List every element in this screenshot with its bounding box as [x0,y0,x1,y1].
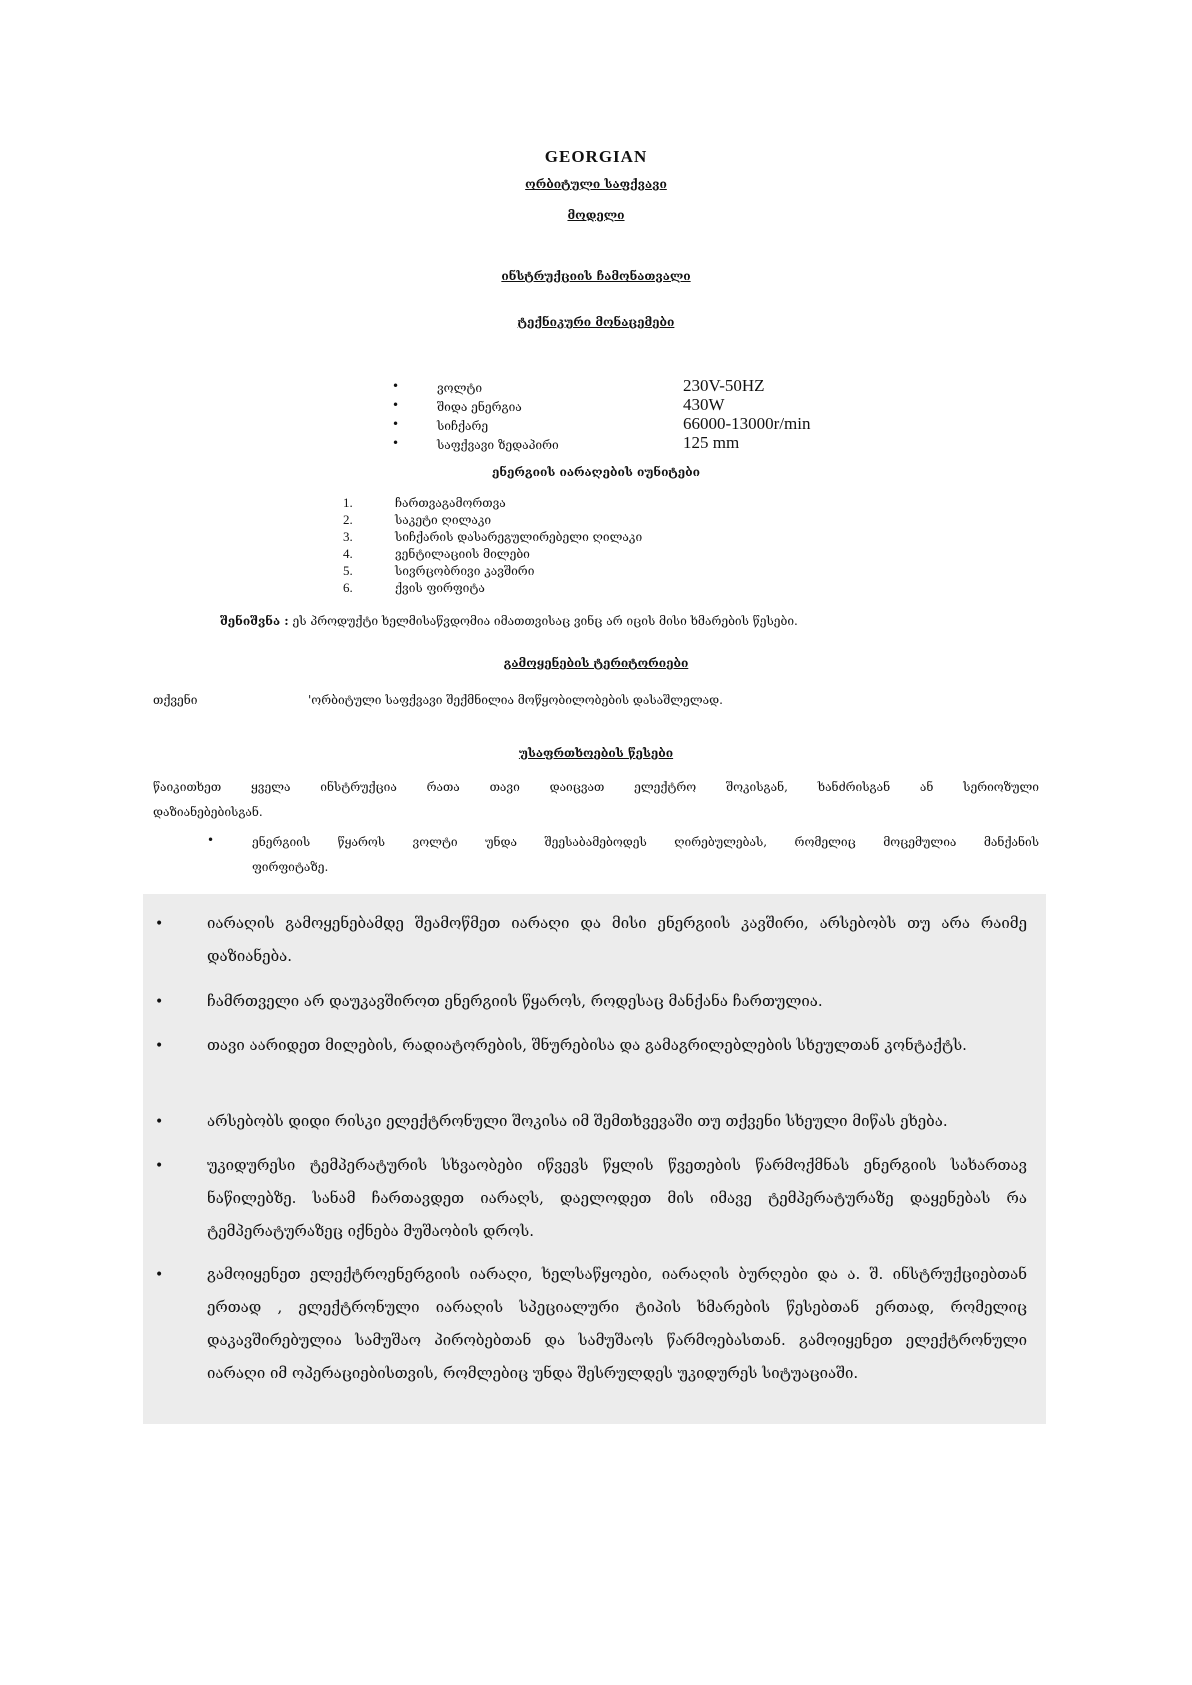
usage-text: 'ორბიტული საფქვავი შექმნილია მოწყობილობების დასაშლელად. [308,693,723,707]
part-number: 5. [343,563,353,578]
safety-bullet-line: ფირფიტაზე. [252,860,329,874]
tech-data-heading: ტექნიკური მონაცემები [517,315,675,329]
part-label: ქვის ფირფიტა [395,581,485,595]
spec-label: ვოლტი [437,381,483,395]
spec-label: სიჩქარე [437,419,489,433]
safety-intro-line: დაზიანებებისგან. [153,805,263,819]
bullet-icon: • [155,994,164,1010]
note-label: შენიშვნა : [220,614,289,628]
bullet-icon: • [392,398,400,412]
spec-label: შიდა ენერგია [437,400,522,414]
usage-subject: თქვენი [153,693,198,707]
bullet-icon: • [207,833,215,847]
part-label: საკეტი ღილაკი [395,513,492,527]
safety-rules-panel [143,894,1046,1424]
part-number: 6. [343,580,353,595]
part-label: სივრცობრივი კავშირი [395,564,535,578]
units-heading: ენერგიის იარაღების იუნიტები [491,465,701,479]
note-text: ეს პროდუქტი ხელმისაწვდომია იმათთვისაც ვინც არ იცის მისი ხმარების წესები. [292,614,798,628]
bullet-icon: • [155,916,164,932]
note [220,614,798,628]
part-number: 2. [343,512,353,527]
manual-heading: ინსტრუქციის ჩამონათვალი [501,269,691,283]
safety-rule: ჩამრთველი არ დაუკავშიროთ ენერგიის წყაროს, როდესაც მანქანა ჩართულია. [207,992,823,1010]
spec-value: 230V-50HZ [683,376,765,395]
bullet-icon: • [155,1038,164,1054]
bullet-icon: • [155,1114,164,1130]
part-label: ჩართვაგამორთვა [395,496,506,510]
bullet-icon: • [392,379,400,393]
part-label: ვენტილაციის მილები [395,547,530,561]
doc-title: GEORGIAN [544,147,648,166]
bullet-icon: • [155,1158,164,1174]
safety-rule: გამოიყენეთ ელექტროენერგიის იარაღი, ხელსაწყოები, იარაღის ბურღები და ა. შ. ინსტრუქციებთან ერთად , ელექტრონული იარაღის სპეციალური ტიპის ხმარების წესებთან ერთად, რომელიც დაკავშირებულია სამუშაო პირობებთან და სამუშაოს წარმოებასთან. გამოიყენეთ ელექტრონული იარაღი იმ ოპერაციებისთვის, რომლებიც უნდა შესრულდეს უკიდურეს სიტუაციაში. [207,1265,1027,1382]
part-number: 3. [343,529,353,544]
bullet-icon: • [392,436,400,450]
bullet-icon: • [155,1267,164,1283]
part-number: 4. [343,546,353,561]
safety-rule: უკიდურესი ტემპერატურის სხვაობები იწვევს წყლის წვეთების წარმოქმნას ენერგიის სახართავ ნაწილებზე. სანამ ჩართავდეთ იარაღს, დაელოდეთ მის იმავე ტემპერატურაზე დაყენებას რა ტემპერატურაზეც იქნება მუშაობის დროს. [207,1156,1027,1240]
part-number: 1. [343,495,353,510]
spec-value: 66000-13000r/min [683,414,811,433]
safety-intro-line: წაიკითხეთ ყველა ინსტრუქცია რათა თავი დაიცვათ ელექტრო შოკისგან, ხანძრისგან ან სერიოზული [153,780,1039,794]
spec-value: 125 mm [683,433,740,452]
safety-rule: არსებობს დიდი რისკი ელექტრონული შოკისა იმ შემთხვევაში თუ თქვენი სხეული მიწას ეხება. [207,1112,948,1130]
usage-heading: გამოყენების ტერიტორიები [503,656,689,670]
product-name: ორბიტული საფქვავი [525,177,667,191]
safety-rule: იარაღის გამოყენებამდე შეამოწმეთ იარაღი და მისი ენერგიის კავშირი, არსებობს თუ არა რაიმე დაზიანება. [207,914,1027,965]
safety-heading: უსაფრთხოების წესები [518,746,674,760]
safety-bullet-line: ენერგიის წყაროს ვოლტი უნდა შეესაბამებოდეს ღირებულებას, რომელიც მოცემულია მანქანის [252,835,1039,849]
model-label: მოდელი [567,208,625,222]
bullet-icon: • [392,417,400,431]
safety-rule: თავი აარიდეთ მილების, რადიატორების, შნურებისა და გამაგრილებლების სხეულთან კონტაქტს. [207,1036,967,1054]
spec-value: 430W [683,395,725,414]
spec-label: საფქვავი ზედაპირი [437,438,559,452]
part-label: სიჩქარის დასარეგულირებელი ღილაკი [395,530,643,544]
